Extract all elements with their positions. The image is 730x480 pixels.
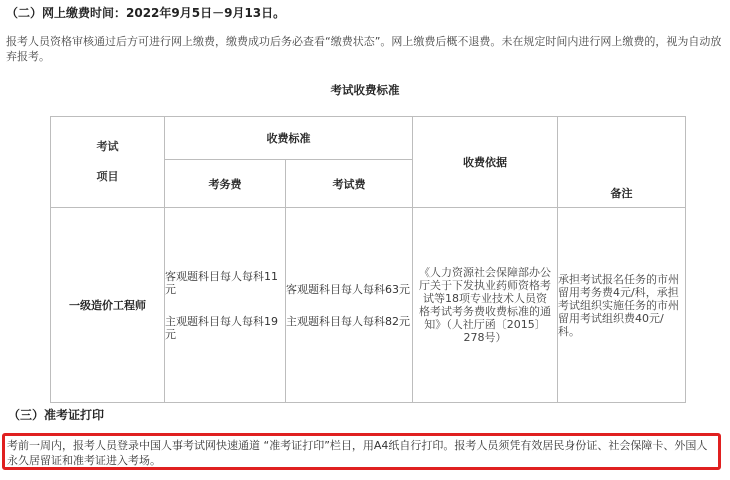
admin-fee-subjective: 主观题科目每人每科19元 bbox=[165, 314, 278, 341]
fee-table bbox=[50, 116, 686, 403]
section-3-heading: （三）准考证打印 bbox=[8, 408, 105, 422]
admission-ticket-notice: 考前一周内，报考人员登录中国人事考试网快速通道 “准考证打印”栏目，用A4纸自行打印。报考人员须凭有效居民身份证、社会保障卡、外国人永久居留证和准考证进入考场。 bbox=[2, 433, 721, 470]
note-cell: 承担考试报名任务的市州留用考务费4元/科，承担考试组织实施任务的市州留用考试组织费40元/科。 bbox=[558, 208, 686, 403]
table-row bbox=[51, 208, 686, 403]
exam-fee-objective: 客观题科目每人每科63元 bbox=[286, 282, 410, 296]
note-header: 备注 bbox=[558, 117, 686, 208]
exam-fee-cell bbox=[286, 208, 413, 403]
fee-standard-header: 收费标准 bbox=[165, 117, 413, 160]
exam-fee-subjective: 主观题科目每人每科82元 bbox=[286, 314, 410, 328]
admin-fee-objective: 客观题科目每人每科11元 bbox=[165, 269, 278, 296]
exam-name-cell: 一级造价工程师 bbox=[51, 208, 165, 403]
fee-table-title: 考试收费标准 bbox=[330, 83, 400, 97]
exam-header-line2: 项目 bbox=[96, 170, 119, 183]
payment-instructions: 报考人员资格审核通过后方可进行网上缴费，缴费成功后务必查看“缴费状态”。网上缴费后概不退费。未在规定时间内进行网上缴费的，视为自动放弃报考。 bbox=[6, 35, 722, 63]
basis-cell: 《人力资源社会保障部办公厅关于下发执业药师资格考试等18项专业技术人员资格考试考务费收费标准的通知》（人社厅函〔2015〕278号） bbox=[413, 208, 558, 403]
section-2-heading: （二）网上缴费时间：2022年9月5日－9月13日。 bbox=[6, 6, 286, 20]
table-header-row bbox=[51, 117, 686, 160]
admin-fee-header: 考务费 bbox=[165, 160, 286, 208]
exam-header-line1: 考试 bbox=[96, 140, 119, 153]
basis-header: 收费依据 bbox=[413, 117, 558, 208]
admin-fee-cell bbox=[165, 208, 286, 403]
exam-item-header bbox=[51, 117, 165, 208]
exam-fee-header: 考试费 bbox=[286, 160, 413, 208]
